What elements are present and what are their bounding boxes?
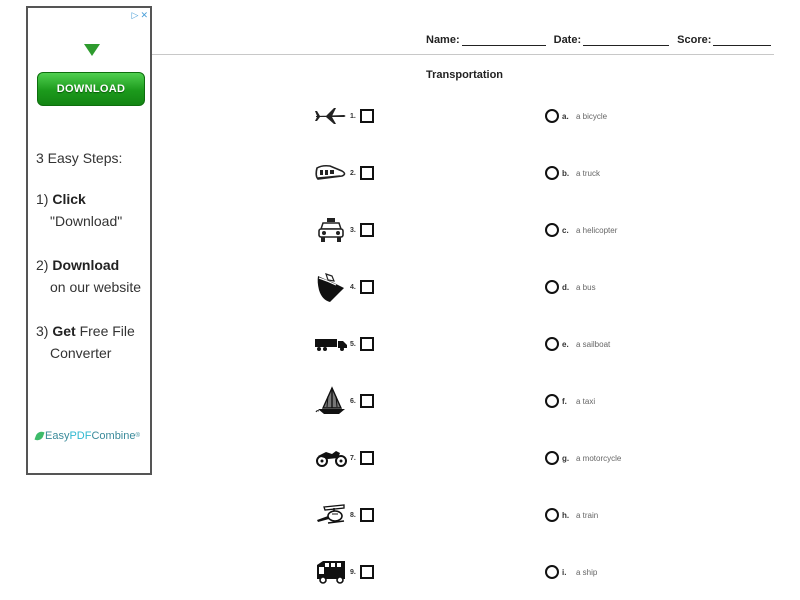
answer-text: a sailboat: [576, 339, 611, 349]
answer-option-c: [545, 222, 617, 238]
answer-letter: e.: [562, 339, 569, 349]
picture-item-4: [312, 272, 392, 302]
score-blank-line: [713, 35, 771, 46]
answer-letter: a.: [562, 111, 569, 121]
helicopter-icon: [312, 500, 350, 530]
logo-text-combine: Combine: [91, 430, 136, 442]
answer-box[interactable]: [360, 166, 374, 180]
answer-letter: b.: [562, 168, 570, 178]
picture-number: 4.: [350, 283, 356, 291]
logo-trademark: ®: [135, 433, 140, 439]
ad-step-rest: Free File: [75, 323, 135, 339]
ad-step-2: [36, 254, 141, 298]
answer-box[interactable]: [360, 451, 374, 465]
logo-text-pdf: PDF: [69, 430, 92, 442]
ad-step-bold: Download: [52, 257, 120, 273]
worksheet-header-fields: [426, 34, 771, 46]
score-field: [677, 34, 771, 46]
answer-letter: c.: [562, 225, 569, 235]
ad-step-prefix: 2): [36, 257, 53, 273]
date-blank-line: [583, 35, 669, 46]
truck-icon: [312, 329, 350, 359]
answer-text: a bicycle: [576, 111, 608, 121]
worksheet-title: Transportation: [426, 69, 504, 81]
answer-option-e: [545, 336, 610, 352]
answer-circle[interactable]: [545, 565, 559, 579]
answer-letter: d.: [562, 282, 570, 292]
answer-text: a helicopter: [576, 225, 618, 235]
picture-item-2: [312, 158, 392, 188]
ad-close-icon[interactable]: ✕: [140, 10, 148, 20]
ad-heading: 3 Easy Steps:: [36, 150, 123, 166]
answer-letter: f.: [562, 396, 567, 406]
answer-text: a bus: [576, 282, 596, 292]
picture-item-7: [312, 443, 392, 473]
ad-step-sub: Converter: [50, 345, 112, 361]
picture-item-3: [312, 215, 392, 245]
picture-number: 9.: [350, 568, 356, 576]
picture-item-9: [312, 557, 392, 587]
answer-box[interactable]: [360, 508, 374, 522]
answer-box[interactable]: [360, 565, 374, 579]
picture-item-6: [312, 386, 392, 416]
easypdfcombine-logo[interactable]: [36, 430, 140, 442]
answer-letter: g.: [562, 453, 570, 463]
motorcycle-icon: [312, 443, 350, 473]
ad-panel: [26, 6, 152, 475]
ad-step-1: [36, 188, 122, 232]
airplane-icon: [312, 101, 350, 131]
answer-letter: i.: [562, 567, 567, 577]
date-label: Date:: [553, 34, 582, 46]
logo-text-easy: Easy: [45, 430, 70, 442]
ad-step-prefix: 1): [36, 191, 53, 207]
ad-step-bold: Click: [52, 191, 86, 207]
ad-step-bold: Get: [52, 323, 76, 339]
answer-option-a: [545, 108, 607, 124]
answer-circle[interactable]: [545, 166, 559, 180]
bus-icon: [312, 557, 350, 587]
answer-box[interactable]: [360, 337, 374, 351]
picture-number: 3.: [350, 226, 356, 234]
ad-download-button[interactable]: DOWNLOAD: [37, 72, 145, 106]
picture-number: 5.: [350, 340, 356, 348]
answer-box[interactable]: [360, 109, 374, 123]
answer-text: a truck: [576, 168, 601, 178]
ad-step-sub: "Download": [50, 213, 123, 229]
score-label: Score:: [677, 34, 712, 46]
answer-circle[interactable]: [545, 109, 559, 123]
answer-box[interactable]: [360, 280, 374, 294]
picture-number: 6.: [350, 397, 356, 405]
answer-circle[interactable]: [545, 223, 559, 237]
train-icon: [312, 158, 350, 188]
ship-icon: [312, 272, 350, 302]
ad-badges: [132, 10, 148, 20]
name-label: Name:: [426, 34, 460, 46]
answer-circle[interactable]: [545, 280, 559, 294]
down-arrow-icon: [84, 44, 100, 56]
answer-circle[interactable]: [545, 394, 559, 408]
name-field: [426, 34, 546, 46]
answer-text: a train: [576, 510, 599, 520]
answer-letter: h.: [562, 510, 570, 520]
ad-step-3: [36, 320, 135, 364]
ad-choices-icon[interactable]: ▷: [131, 10, 139, 20]
leaf-icon: [35, 430, 45, 442]
header-divider: [152, 54, 774, 55]
date-field: [554, 34, 670, 46]
answer-box[interactable]: [360, 223, 374, 237]
ad-step-sub: on our website: [50, 279, 142, 295]
answer-circle[interactable]: [545, 508, 559, 522]
sailboat-icon: [312, 386, 350, 416]
picture-item-8: [312, 500, 392, 530]
answer-option-d: [545, 279, 596, 295]
answer-option-h: [545, 507, 598, 523]
answer-option-g: [545, 450, 621, 466]
answer-text: a motorcycle: [576, 453, 622, 463]
picture-item-1: [312, 101, 392, 131]
picture-number: 7.: [350, 454, 356, 462]
answer-circle[interactable]: [545, 337, 559, 351]
answer-text: a ship: [576, 567, 598, 577]
picture-number: 1.: [350, 112, 356, 120]
answer-option-f: [545, 393, 595, 409]
answer-circle[interactable]: [545, 451, 559, 465]
picture-item-5: [312, 329, 392, 359]
answer-option-b: [545, 165, 600, 181]
answer-option-i: [545, 564, 597, 580]
ad-step-prefix: 3): [36, 323, 53, 339]
answer-box[interactable]: [360, 394, 374, 408]
picture-number: 2.: [350, 169, 356, 177]
picture-number: 8.: [350, 511, 356, 519]
answer-text: a taxi: [576, 396, 596, 406]
taxi-icon: [312, 215, 350, 245]
name-blank-line: [462, 35, 546, 46]
